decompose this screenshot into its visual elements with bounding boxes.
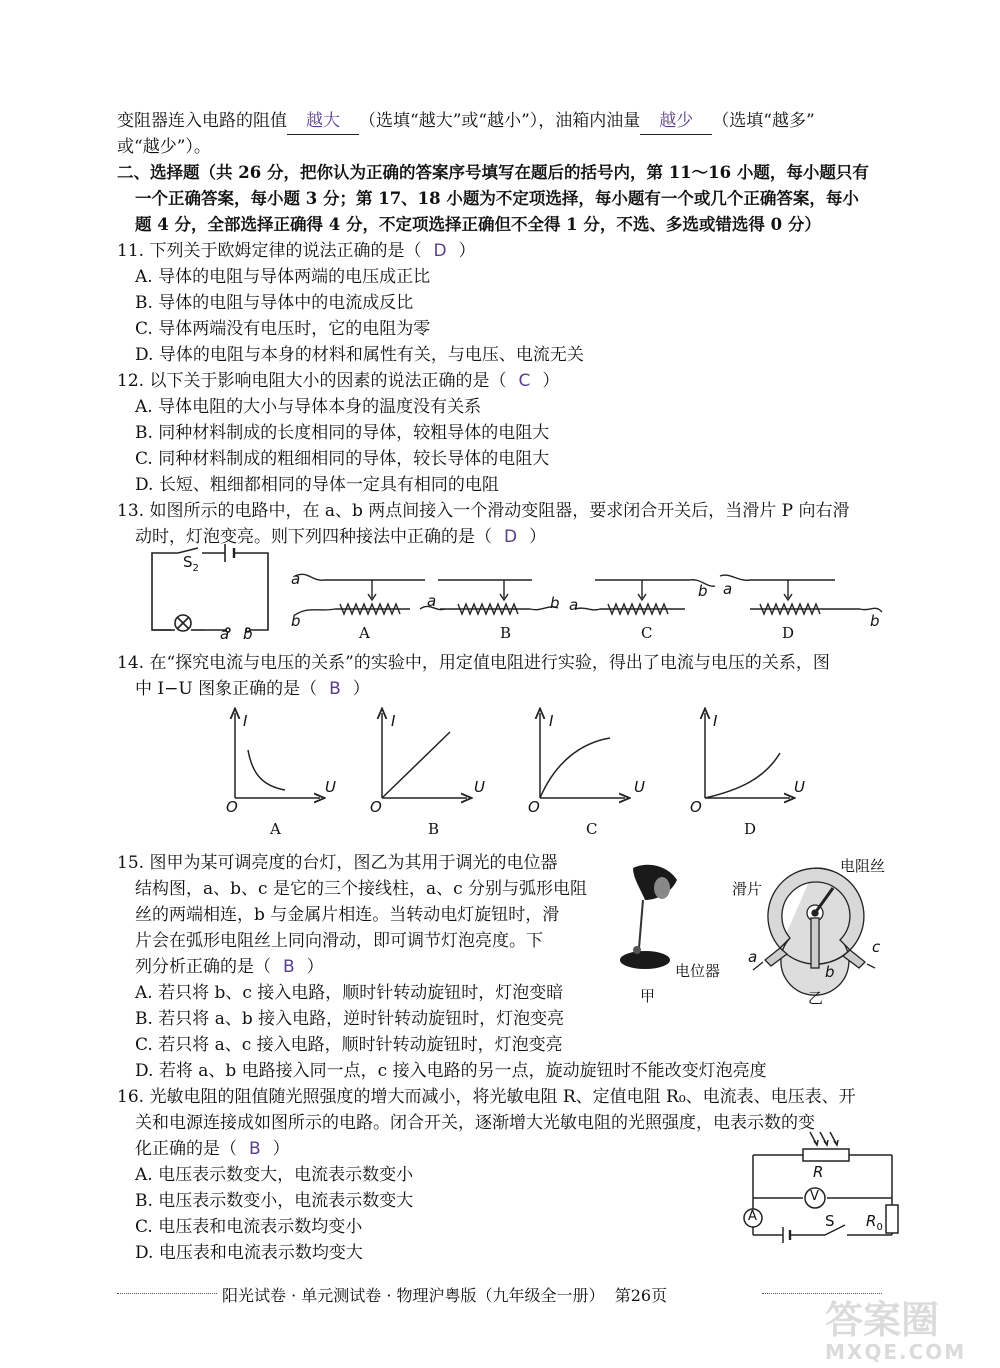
q14-iu-graphs [230,708,830,808]
q13-rheostat-options [290,568,890,630]
q13-circuit-diagram [150,548,275,643]
q14-c-axis-u: U [634,778,645,796]
answer-14: B [329,679,341,699]
q13-d-point-b: b [870,612,880,630]
q13-c-point-a: a [569,596,579,614]
footer-left-rule [117,1293,217,1294]
q14-d-axis-i: I [713,712,718,730]
q13-a-point-a: a [291,570,301,588]
answer-12: C [518,371,531,391]
question-15-line-2: 结构图，a、b、c 是它的三个接线柱，a、c 分别与弧形电阻 [135,879,588,899]
question-15-line-1: 15. 图甲为某可调亮度的台灯，图乙为其用于调光的电位器 [117,853,558,873]
q14-a-origin: O [226,798,238,816]
q16-resistor-r0-label: $R_0$ [866,1212,883,1233]
q13-point-b: b [243,625,253,643]
question-15-line-5: 列分析正确的是（ B ） [135,957,324,977]
option-12-c: C. 同种材料制成的粗细相同的导体，较长导体的电阻大 [135,449,550,469]
q13-a-point-b: b [291,612,301,630]
answer-13: D [504,527,518,547]
q14-d-origin: O [690,798,702,816]
question-13-line-2: 动时，灯泡变亮。则下列四种接法中正确的是（ D ） [135,527,547,547]
footer-title: 阳光试卷 · 单元测试卷 · 物理沪粤版（九年级全一册） 第26页 [222,1286,668,1305]
q16-switch-label: S [825,1212,835,1230]
section-heading-line-1: 二、选择题（共 26 分，把你认为正确的答案序号填写在题后的括号内，第 11～16 小题，每小题只有 [117,163,869,182]
option-15-c: C. 若只将 a、c 接入电路，顺时针转动旋钮时，灯泡变亮 [135,1035,563,1055]
footer-right-rule [762,1293,882,1294]
q14-a-axis-i: I [243,712,248,730]
question-14-line-2: 中 I−U 图象正确的是（ B ） [135,679,370,699]
fill-in-line-2: 或“越少”）。 [117,137,211,157]
q13-label-c: C [641,624,653,642]
option-16-d: D. 电压表和电流表示数均变大 [135,1243,363,1263]
option-12-a: A. 导体电阻的大小与导体本身的温度没有关系 [135,397,482,417]
answer-15: B [283,957,295,977]
option-16-b: B. 电压表示数变小，电流表示数变大 [135,1191,414,1211]
option-11-a: A. 导体的电阻与导体两端的电压成正比 [135,267,431,287]
question-11-stem: 11. 下列关于欧姆定律的说法正确的是（ D ） [117,241,476,261]
q13-b-point-b: b [550,594,560,612]
q14-d-axis-u: U [794,778,805,796]
question-14-line-1: 14. 在“探究电流与电压的关系”的实验中，用定值电阻进行实验，得出了电流与电压的关系，图 [117,653,830,673]
q14-label-a: A [270,820,281,838]
question-15-line-4: 片会在弧形电阻丝上同向滑动，即可调节灯泡亮度。下 [135,931,543,951]
q15-terminal-c: c [872,938,881,956]
answer-16: B [249,1139,261,1159]
option-15-b: B. 若只将 a、b 接入电路，逆时针转动旋钮时，灯泡变亮 [135,1009,565,1029]
q14-b-axis-u: U [474,778,485,796]
watermark-logo [825,1300,995,1362]
option-15-d: D. 若将 a、b 电路接入同一点，c 接入电路的另一点，旋动旋钮时不能改变灯泡亮度 [135,1061,767,1081]
q13-label-b: B [500,624,512,642]
question-12-stem: 12. 以下关于影响电阻大小的因素的说法正确的是（ C ） [117,371,560,391]
q15-figure-yi-label: 乙 [808,989,824,1007]
q14-label-c: C [586,820,598,838]
question-16-line-1: 16. 光敏电阻的阻值随光照强度的增大而减小，将光敏电阻 R、定值电阻 R₀、电流表、电压表、开 [117,1087,856,1107]
option-12-b: B. 同种材料制成的长度相同的导体，较粗导体的电阻大 [135,423,550,443]
question-15-line-3: 丝的两端相连，b 与金属片相连。当转动电灯旋钮时，滑 [135,905,560,925]
blank-answer-1: 越大 [287,108,359,135]
q15-potentiometer-diagram [745,858,885,983]
section-heading-line-3: 题 4 分，全部选择正确得 4 分，不定项选择正确但不全得 1 分，不选、多选或错选得 0 分） [135,215,821,234]
footer-page-number: 第26页 [614,1286,668,1305]
q15-terminal-a: a [748,948,758,966]
q16-ammeter-label: A [748,1209,757,1224]
option-11-d: D. 导体的电阻与本身的材料和属性有关，与电压、电流无关 [135,345,584,365]
q13-label-d: D [782,624,795,642]
option-16-c: C. 电压表和电流表示数均变小 [135,1217,363,1237]
q14-label-d: D [744,820,757,838]
q13-d-point-a: a [723,580,733,598]
watermark-url: MXQE.COM [825,1340,967,1364]
q14-b-axis-i: I [391,712,396,730]
q15-slider-label: 滑片 [732,880,763,898]
q16-voltmeter-label: V [810,1189,819,1204]
blank-answer-2: 越少 [640,108,712,135]
q14-label-b: B [428,820,440,838]
q16-resistor-r-label: R [813,1163,824,1181]
q14-c-origin: O [528,798,540,816]
option-16-a: A. 电压表示数变大，电流表示数变小 [135,1165,414,1185]
q14-c-axis-i: I [549,712,554,730]
q15-figure-jia-label: 甲 [640,987,656,1005]
option-11-b: B. 导体的电阻与导体中的电流成反比 [135,293,414,313]
option-15-a: A. 若只将 b、c 接入电路，顺时针转动旋钮时，灯泡变暗 [135,983,564,1003]
q14-a-axis-u: U [325,778,336,796]
q13-label-a: A [359,624,370,642]
question-13-line-1: 13. 如图所示的电路中，在 a、b 两点间接入一个滑动变阻器，要求闭合开关后，当滑片 P 向右滑 [117,501,850,521]
section-heading-line-2: 一个正确答案，每小题 3 分；第 17、18 小题为不定项选择，每小题有一个或几个正确答案，每小 [135,189,859,208]
question-16-line-3: 化正确的是（ B ） [135,1139,290,1159]
watermark-text: 答案圈 [825,1298,940,1342]
q13-point-a: a [220,625,230,643]
q15-terminal-b: b [825,963,835,981]
q13-b-point-a: a [427,592,437,610]
q15-potentiometer-label: 电位器 [675,962,721,980]
answer-11: D [433,241,447,261]
option-11-c: C. 导体两端没有电压时，它的电阻为零 [135,319,431,339]
fill-in-line: 变阻器连入电路的阻值 越大 （选填“越大”或“越小”），油箱内油量 越少 （选填“越多” [117,108,815,135]
q13-c-point-b: b [698,582,708,600]
q14-b-origin: O [370,798,382,816]
q15-resistance-wire-label: 电阻丝 [840,857,886,875]
question-16-line-2: 关和电源连接成如图所示的电路。闭合开关，逐渐增大光敏电阻的光照强度，电表示数的变 [135,1113,815,1133]
q13-switch-label: $S_2$ [183,553,199,574]
option-12-d: D. 长短、粗细都相同的导体一定具有相同的电阻 [135,475,499,495]
